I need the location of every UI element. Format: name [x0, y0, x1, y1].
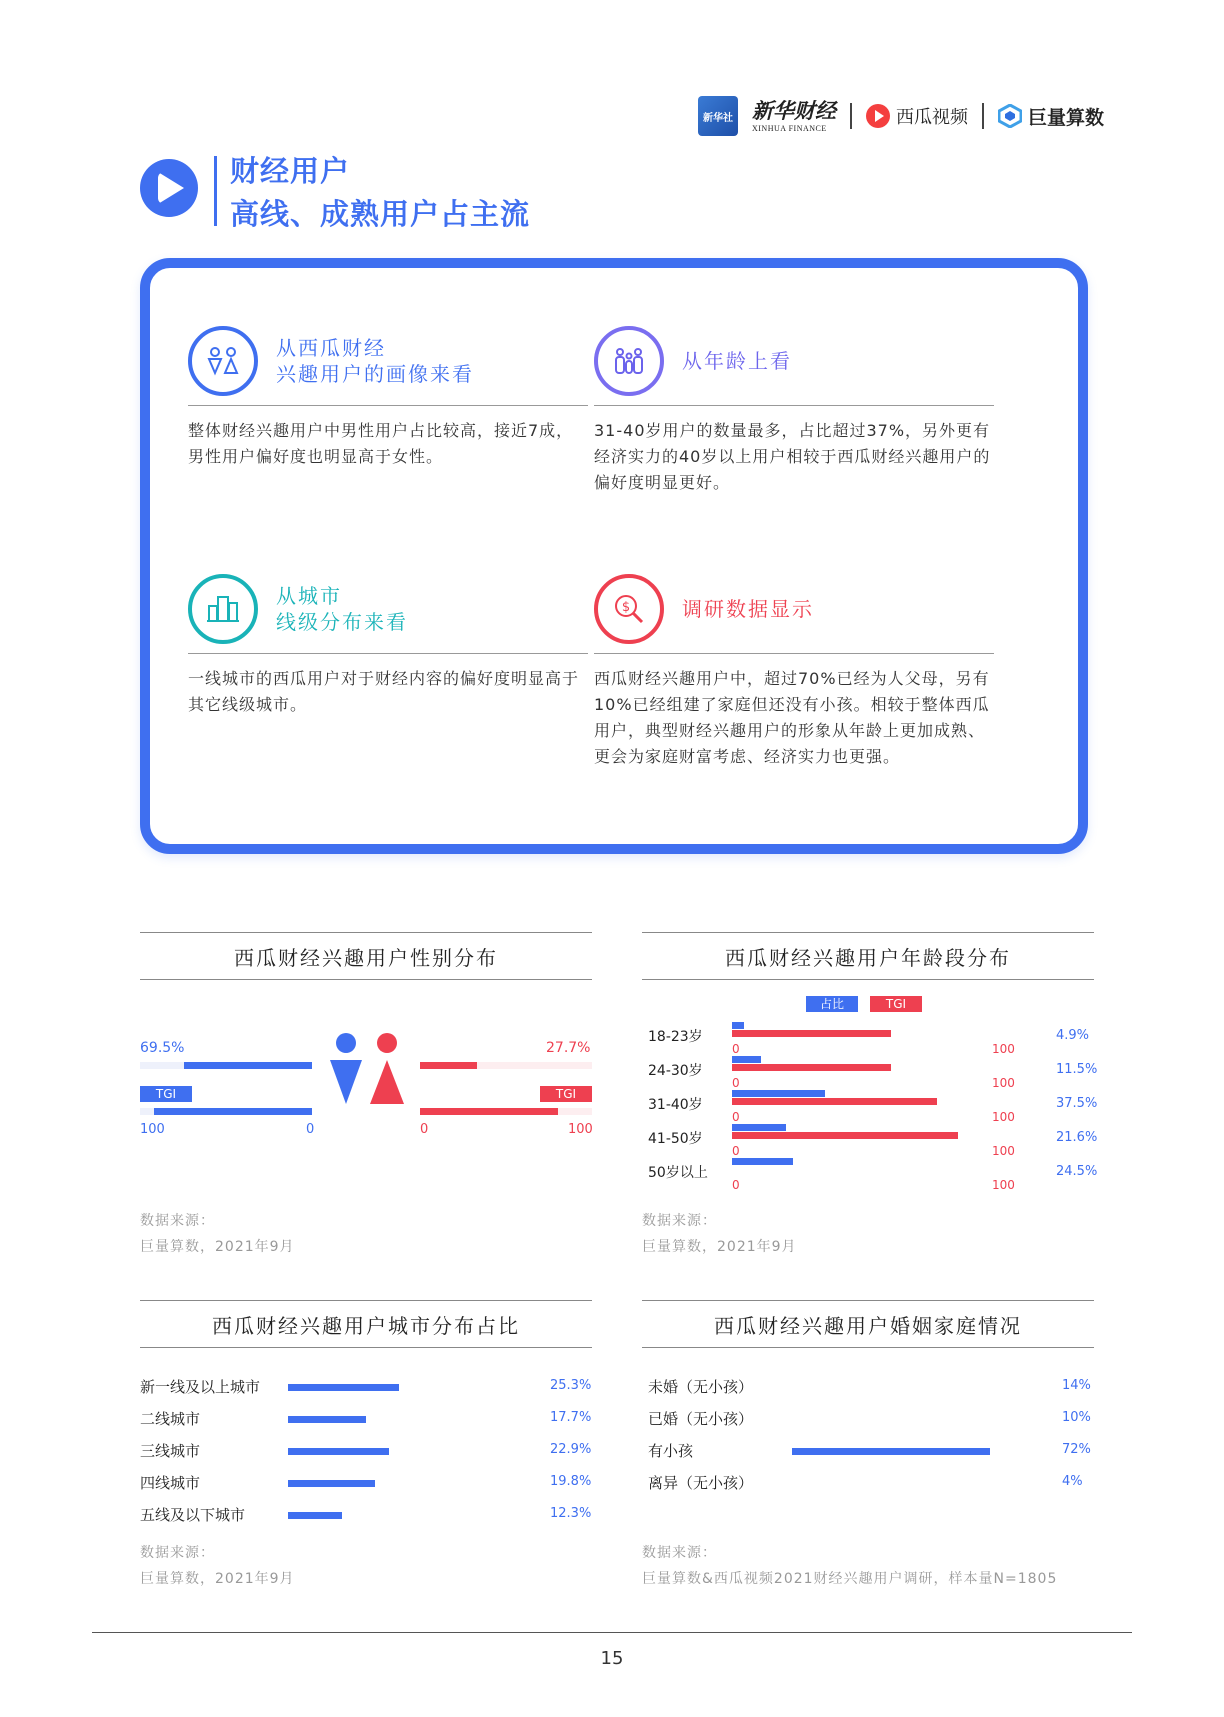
xigua-name: 西瓜视频 [895, 107, 968, 128]
city-share-bar [288, 1384, 399, 1391]
gender-chart-title: 西瓜财经兴趣用户性别分布 [140, 932, 592, 980]
money-search-glyph-icon [612, 593, 646, 625]
gender-source [140, 1208, 295, 1260]
family-share-label: 10% [1062, 1410, 1091, 1425]
city-category-label: 五线及以下城市 [140, 1506, 246, 1524]
female-percent: 27.7% [546, 1040, 591, 1056]
card-title-line: 线级分布来看 [276, 609, 408, 634]
female-tgi-tag: TGI [540, 1086, 592, 1102]
xinhua-logo: 新华社 [698, 96, 738, 136]
city-share-bar [288, 1448, 389, 1455]
age-share-bar [732, 1124, 786, 1131]
card-age [594, 326, 994, 496]
city-share-label: 25.3% [550, 1378, 592, 1393]
card-title-line: 从西瓜财经 [276, 335, 386, 360]
female-axis-max: 100 [568, 1122, 593, 1137]
age-share-label: 11.5% [1056, 1062, 1098, 1077]
city-share-bar [288, 1512, 342, 1519]
gender-chart-panel [140, 932, 592, 980]
source-text: 巨量算数&西瓜视频2021财经兴趣用户调研，样本量N=1805 [642, 1571, 1058, 1587]
family-share-label: 14% [1062, 1378, 1091, 1393]
age-axis-zero: 0 [732, 1042, 740, 1056]
female-tgi-bar [420, 1108, 558, 1115]
age-chart-title: 西瓜财经兴趣用户年龄段分布 [642, 932, 1094, 980]
card-title-line: 调研数据显示 [682, 596, 814, 621]
family-glyph-icon [612, 346, 646, 376]
city-share-bar [288, 1416, 366, 1423]
xinhua-finance-en: XINHUA FINANCE [751, 123, 827, 133]
age-axis-hundred: 100 [992, 1110, 1015, 1124]
age-axis-hundred: 100 [992, 1076, 1015, 1090]
male-share-bar [184, 1062, 312, 1069]
card-title-line: 从年龄上看 [682, 348, 792, 373]
age-category-label: 31-40岁 [648, 1097, 703, 1113]
city-share-bar [288, 1480, 375, 1487]
card-title-line: 从城市 [276, 583, 342, 608]
juliang-logo [998, 103, 1104, 130]
page-title-line1: 财经用户 [230, 154, 351, 188]
age-axis-zero: 0 [732, 1178, 740, 1192]
family-chart-title: 西瓜财经兴趣用户婚姻家庭情况 [642, 1300, 1094, 1348]
card-body: 整体财经兴趣用户中男性用户占比较高，接近7成，男性用户偏好度也明显高于女性。 [188, 421, 574, 466]
xinhua-finance-name [751, 97, 836, 133]
card-body: 西瓜财经兴趣用户中，超过70%已经为人父母，另有10%已经组建了家庭但还没有小孩。相较于整体西瓜用户，典型财经兴趣用户的形象从年龄上更加成熟、更会为家庭财富考虑、经济实力也更强。 [594, 669, 990, 766]
age-legend-share: 占比 [806, 996, 858, 1012]
city-share-label: 17.7% [550, 1410, 592, 1425]
card-title [682, 348, 792, 374]
city-source [140, 1540, 295, 1592]
male-axis-max: 0 [306, 1122, 315, 1137]
title-divider [214, 156, 217, 226]
play-circle-icon [140, 159, 198, 217]
city-icon [188, 574, 258, 644]
card-gender [188, 326, 588, 470]
family-share-label: 4% [1062, 1474, 1083, 1489]
gender-icon [188, 326, 258, 396]
city-category-label: 四线城市 [140, 1474, 201, 1492]
header-logos [698, 96, 1104, 136]
source-label: 数据来源： [642, 1213, 717, 1229]
family-chart-panel [642, 1300, 1094, 1348]
card-header [594, 574, 994, 654]
family-share-label: 72% [1062, 1442, 1091, 1457]
juliang-name: 巨量算数 [1027, 106, 1104, 129]
female-axis-min: 0 [420, 1122, 429, 1137]
card-body: 31-40岁用户的数量最多，占比超过37%，另外更有经济实力的40岁以上用户相较于西瓜财经兴趣用户的偏好度明显更好。 [594, 421, 991, 492]
city-category-label: 新一线及以上城市 [140, 1378, 261, 1396]
source-text: 巨量算数，2021年9月 [140, 1239, 295, 1255]
age-source [642, 1208, 797, 1260]
source-text: 巨量算数，2021年9月 [140, 1571, 295, 1587]
male-tgi-bar [154, 1108, 312, 1115]
city-category-label: 三线城市 [140, 1442, 201, 1460]
juliang-icon [998, 104, 1022, 128]
footer-divider [92, 1632, 1132, 1633]
male-percent: 69.5% [140, 1040, 185, 1056]
logo-divider [982, 103, 984, 129]
age-share-label: 37.5% [1056, 1096, 1098, 1111]
age-category-label: 24-30岁 [648, 1063, 703, 1079]
age-category-label: 41-50岁 [648, 1131, 703, 1147]
male-tgi-tag: TGI [140, 1086, 192, 1102]
summary-box [140, 258, 1088, 854]
age-axis-hundred: 100 [992, 1178, 1015, 1192]
gender-figures-icon [328, 1032, 408, 1108]
xigua-play-icon [866, 104, 890, 128]
city-chart-panel [140, 1300, 592, 1348]
male-axis-min: 100 [140, 1122, 165, 1137]
source-label: 数据来源： [140, 1213, 215, 1229]
age-category-label: 50岁以上 [648, 1165, 708, 1181]
city-share-label: 22.9% [550, 1442, 592, 1457]
source-text: 巨量算数，2021年9月 [642, 1239, 797, 1255]
card-body: 一线城市的西瓜用户对于财经内容的偏好度明显高于其它线级城市。 [188, 669, 580, 714]
city-share-label: 12.3% [550, 1506, 592, 1521]
family-category-label: 已婚（无小孩） [648, 1410, 754, 1428]
page-title-line2: 高线、成熟用户占主流 [230, 197, 531, 231]
city-category-label: 二线城市 [140, 1410, 201, 1428]
source-label: 数据来源： [642, 1545, 717, 1561]
family-category-label: 离异（无小孩） [648, 1474, 754, 1492]
age-chart-panel [642, 932, 1094, 980]
city-glyph-icon [206, 594, 240, 624]
age-share-label: 24.5% [1056, 1164, 1098, 1179]
age-axis-hundred: 100 [992, 1042, 1015, 1056]
family-share-bar [792, 1448, 990, 1455]
age-tgi-bar [732, 1064, 891, 1071]
age-tgi-bar [732, 1132, 958, 1139]
card-title-line: 兴趣用户的画像来看 [276, 361, 474, 386]
age-tgi-bar [732, 1030, 891, 1037]
card-header [188, 574, 588, 654]
svg-text:$: $ [621, 599, 631, 615]
city-chart-title: 西瓜财经兴趣用户城市分布占比 [140, 1300, 592, 1348]
age-axis-zero: 0 [732, 1144, 740, 1158]
logo-divider [850, 103, 852, 129]
card-title [276, 335, 474, 387]
age-share-bar [732, 1090, 825, 1097]
gender-glyph-icon [206, 346, 240, 376]
age-share-bar [732, 1158, 793, 1165]
xinhua-finance-cn: 新华财经 [751, 97, 836, 123]
city-share-label: 19.8% [550, 1474, 592, 1489]
age-share-bar [732, 1022, 744, 1029]
family-icon [594, 326, 664, 396]
card-city [188, 574, 588, 718]
card-header [594, 326, 994, 406]
age-axis-hundred: 100 [992, 1144, 1015, 1158]
card-header [188, 326, 588, 406]
age-axis-zero: 0 [732, 1076, 740, 1090]
age-axis-zero: 0 [732, 1110, 740, 1124]
money-search-icon [594, 574, 664, 644]
card-survey [594, 574, 994, 770]
age-share-bar [732, 1056, 761, 1063]
age-tgi-bar [732, 1098, 937, 1105]
xigua-logo [866, 103, 968, 129]
family-source [642, 1540, 1057, 1592]
card-title [682, 596, 814, 622]
female-share-bar [420, 1062, 477, 1069]
page-number: 15 [600, 1648, 624, 1669]
card-title [276, 583, 408, 635]
family-category-label: 有小孩 [648, 1442, 694, 1460]
age-legend-tgi: TGI [870, 996, 922, 1012]
family-category-label: 未婚（无小孩） [648, 1378, 754, 1396]
age-share-label: 21.6% [1056, 1130, 1098, 1145]
page-title [230, 150, 530, 236]
source-label: 数据来源： [140, 1545, 215, 1561]
age-share-label: 4.9% [1056, 1028, 1090, 1043]
age-category-label: 18-23岁 [648, 1029, 703, 1045]
